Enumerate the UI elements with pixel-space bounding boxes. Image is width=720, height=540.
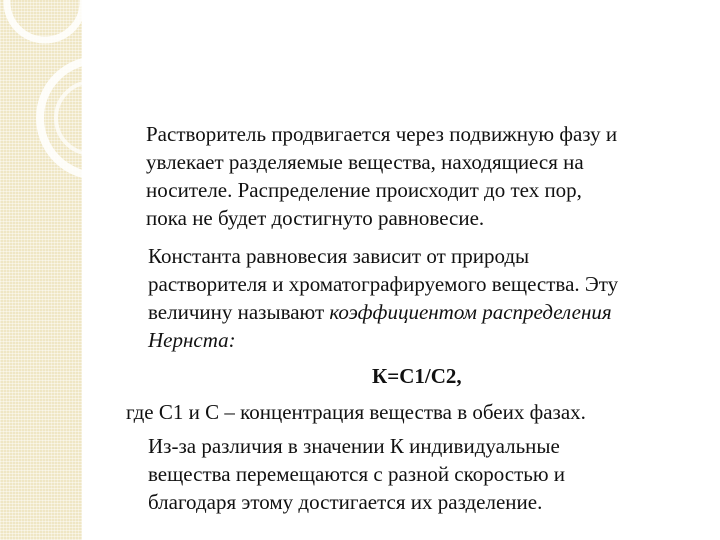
italic-term: Нернста: — [148, 328, 236, 352]
formula-explanation: где С1 и С – концентрация вещества в обеих фазах. — [126, 400, 586, 424]
italic-term: коэффициентом распределения — [329, 300, 612, 324]
text-line — [148, 326, 708, 354]
nernst-formula: К=С1/С2, — [372, 364, 462, 388]
paragraph-separation — [148, 432, 708, 516]
text-line: Растворитель продвигается через подвижную фазу и — [146, 122, 618, 146]
text-line: вещества перемещаются с разной скоростью и — [148, 462, 566, 486]
text-line: Константа равновесия зависит от природы — [148, 244, 530, 268]
text-fragment: величину называют — [148, 300, 330, 324]
text-line: Из-за различия в значении К индивидуальные — [148, 434, 560, 458]
text-line: благодаря этому достигается их разделение. — [148, 490, 543, 514]
text-line: растворителя и хроматографируемого вещества. Эту — [148, 272, 619, 296]
text-line: пока не будет достигнуто равновесие. — [146, 206, 485, 230]
text-line: носителе. Распределение происходит до тех пор, — [146, 178, 582, 202]
paragraph-solvent-movement — [148, 120, 708, 232]
text-line: увлекает разделяемые вещества, находящиеся на — [146, 150, 584, 174]
paragraph-equilibrium-constant — [148, 242, 708, 354]
text-line — [148, 298, 708, 326]
